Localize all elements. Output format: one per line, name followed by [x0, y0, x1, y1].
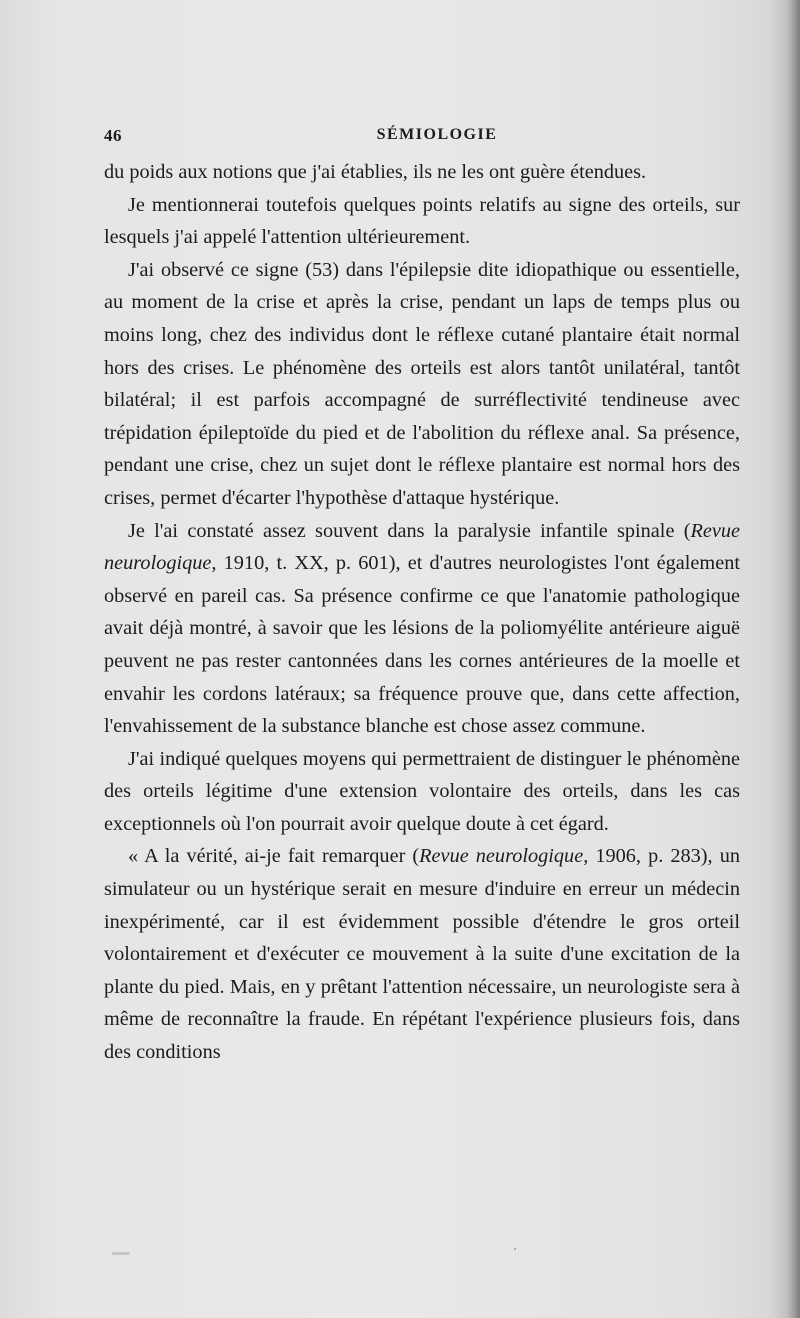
- citation-title: Revue neurologique,: [104, 519, 740, 575]
- paragraph: [104, 515, 740, 743]
- page-header: [104, 126, 740, 150]
- running-title: SÉMIOLOGIE: [376, 126, 498, 143]
- paper-speck: [112, 1252, 130, 1255]
- page-number: 46: [104, 126, 122, 145]
- text-run: 1910, t. XX, p. 601), et d'autres neurologistes l'ont également observé en pareil cas. Sa présence confirme ce que l'anatomie pathologique avait déjà montré, à savoir que les lésions de la poliomyélite antérieure aiguë peuvent ne pas rester cantonnées dans les cornes antérieures de la moelle et envahir les cordons latéraux; sa fréquence prouve que, dans cette affection, l'envahissement de la substance blanche est chose assez commune.: [104, 552, 740, 738]
- book-spine-shadow: [786, 0, 800, 1318]
- paper-speck: [514, 1248, 516, 1250]
- paragraph-continuation: du poids aux notions que j'ai établies, ils ne les ont guère étendues.: [104, 161, 647, 183]
- citation-title: Revue neurologique,: [419, 845, 589, 868]
- text-run: Je l'ai constaté assez souvent dans la paralysie infantile spinale (: [128, 519, 691, 542]
- paragraph: J'ai indiqué quelques moyens qui permettraient de distinguer le phénomène des orteils légitime d'une extension volontaire des orteils, dans les cas exceptionnels où l'on pourrait avoir quelque doute à cet égard.: [104, 747, 740, 835]
- text-run: 1906, p. 283), un simulateur ou un hystérique serait en mesure d'induire en erreur un médecin inexpérimenté, car il est évidemment possible d'étendre le gros orteil volontairement et d'exécuter ce mouvement à la suite d'une excitation de la plante du pied. Mais, en y prêtant l'attention nécessaire, un neurologiste sera à même de reconnaître la fraude. En répétant l'expérience plusieurs fois, dans des conditions: [104, 845, 740, 1064]
- paragraph: Je mentionnerai toutefois quelques points relatifs au signe des orteils, sur lesquels j'ai appelé l'attention ultérieurement.: [104, 193, 740, 249]
- body-text: [104, 156, 740, 1069]
- text-run: « A la vérité, ai-je fait remarquer (: [128, 845, 420, 868]
- paragraph: J'ai observé ce signe (53) dans l'épilepsie dite idiopathique ou essentielle, au moment de la crise et après la crise, pendant un laps de temps plus ou moins long, chez des individus dont le réflexe cutané plantaire était normal hors des crises. Le phénomène des orteils est alors tantôt unilatéral, tantôt bilatéral; il est parfois accompagné de surréflectivité tendineuse avec trépidation épileptoïde du pied et de l'abolition du réflexe anal. Sa présence, pendant une crise, chez un sujet dont le réflexe plantaire est normal hors des crises, permet d'écarter l'hypothèse d'attaque hystérique.: [104, 258, 740, 509]
- paragraph: [104, 840, 740, 1068]
